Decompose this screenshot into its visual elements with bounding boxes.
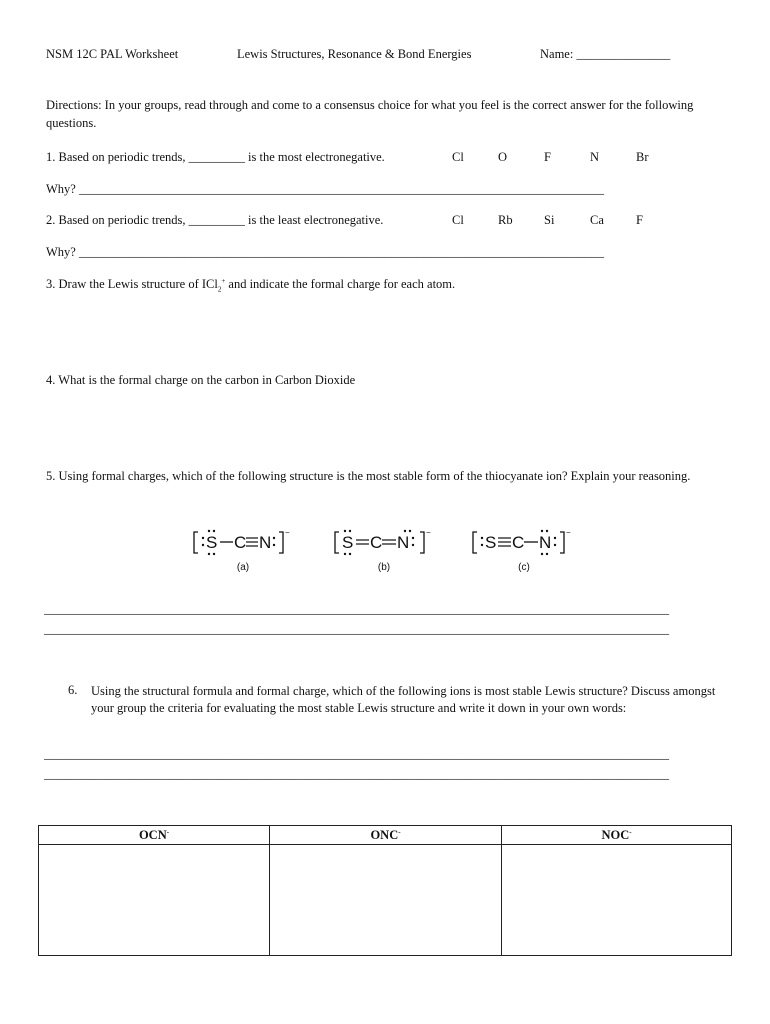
question-2: 2. Based on periodic trends, _________ is the least electronegative. [46, 213, 384, 227]
atom-s: S [342, 533, 354, 552]
question-1-why[interactable]: Why? ____________________________________________________________________________________ [46, 182, 604, 196]
option: O [498, 150, 508, 164]
structure-a [193, 526, 303, 576]
directions: Directions: In your groups, read through and come to a consensus choice for what you feel is the correct answer for the following questions. [46, 98, 694, 130]
name-field[interactable]: Name: _______________ [540, 47, 671, 61]
structure-b-drawing [334, 526, 444, 560]
charge: − [426, 528, 431, 537]
subscript: 2 [217, 285, 222, 294]
answer-line-6a[interactable]: ____________________________________________________________________________________________________ [44, 747, 669, 761]
answer-cell-onc[interactable] [270, 845, 502, 956]
column-header-onc [270, 826, 502, 845]
answer-line-5b[interactable]: ____________________________________________________________________________________________________ [44, 622, 669, 636]
header-course: NSM 12C PAL Worksheet [46, 47, 179, 61]
charge: - [166, 827, 170, 836]
caption-a: (a) [236, 562, 250, 573]
question-6-number: 6. [68, 683, 78, 697]
charge: - [629, 827, 632, 836]
question-3-text: 3. Draw the Lewis structure of ICl [46, 277, 218, 291]
option: F [636, 213, 643, 227]
answer-table [38, 825, 732, 956]
atom-n: N [539, 533, 552, 552]
structure-a-drawing [193, 526, 303, 560]
option: Rb [498, 213, 513, 227]
formula: ONC [370, 827, 399, 842]
atom-n: N [259, 533, 272, 552]
caption-b: (b) [377, 562, 391, 573]
question-2-why[interactable]: Why? ____________________________________________________________________________________ [46, 245, 604, 259]
table-row [39, 845, 732, 956]
option: Ca [590, 213, 604, 227]
option: Br [636, 150, 649, 164]
superscript: + [221, 276, 226, 285]
caption-c: (c) [518, 562, 530, 573]
structure-c [472, 526, 582, 576]
option: Cl [452, 213, 464, 227]
question-6: Using the structural formula and formal charge, which of the following ions is most stable Lewis structure? Discuss amongst your group the criteria for evaluating the most stable Lewis structure and write it down in your own words: [91, 684, 716, 715]
answer-cell-ocn[interactable] [39, 845, 270, 956]
option: Si [544, 213, 555, 227]
question-1-options [452, 150, 682, 165]
charge: - [398, 827, 401, 836]
column-header-ocn [39, 826, 270, 845]
answer-cell-noc[interactable] [502, 845, 732, 956]
question-3-text-end: and indicate the formal charge for each atom. [225, 277, 456, 291]
answer-line-5a[interactable]: ____________________________________________________________________________________________________ [44, 602, 669, 616]
header-topic: Lewis Structures, Resonance & Bond Energies [237, 47, 472, 61]
question-5: 5. Using formal charges, which of the following structure is the most stable form of the thiocyanate ion? Explain your reasoning. [46, 469, 691, 483]
option: N [590, 150, 600, 164]
structure-b [334, 526, 444, 576]
question-2-options [452, 213, 682, 228]
atom-s: S [485, 533, 497, 552]
atom-s: S [206, 533, 218, 552]
option: F [544, 150, 551, 164]
atom-c: C [234, 533, 247, 552]
formula: OCN [138, 827, 167, 842]
formula: NOC [601, 827, 630, 842]
atom-n: N [397, 533, 410, 552]
atom-c: C [370, 533, 383, 552]
question-1: 1. Based on periodic trends, _________ is the most electronegative. [46, 150, 385, 164]
charge: − [566, 528, 571, 537]
question-4: 4. What is the formal charge on the carbon in Carbon Dioxide [46, 373, 356, 387]
atom-c: C [512, 533, 525, 552]
option: Cl [452, 150, 464, 164]
structure-c-drawing [472, 526, 582, 560]
answer-line-6b[interactable]: ____________________________________________________________________________________________________ [44, 767, 669, 781]
question-3 [46, 277, 455, 294]
column-header-noc [502, 826, 732, 845]
table-header-row [39, 826, 732, 845]
charge: − [285, 528, 290, 537]
